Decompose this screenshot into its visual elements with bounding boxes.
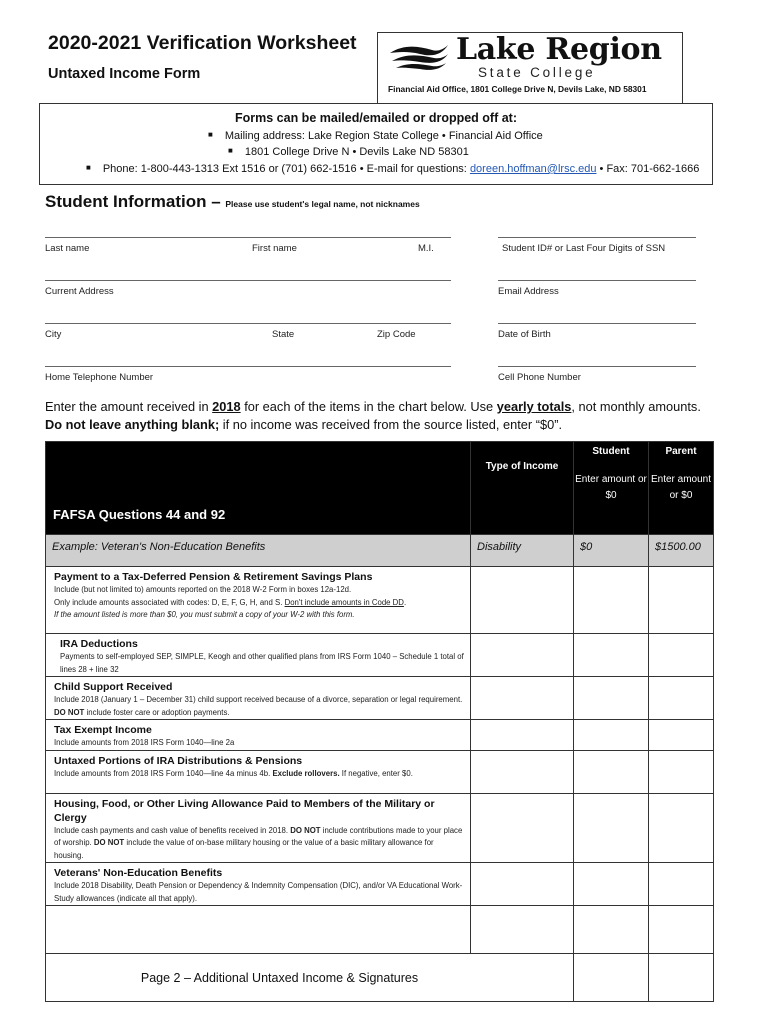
- instructions: [45, 398, 701, 434]
- type-input-cell[interactable]: [471, 720, 574, 751]
- type-input-cell[interactable]: [471, 793, 574, 863]
- address-field-line[interactable]: [45, 280, 451, 281]
- city-label: City: [45, 329, 62, 340]
- student-amount-input[interactable]: [574, 954, 649, 1002]
- example-row: [46, 535, 714, 567]
- type-of-income-header: Type of Income: [471, 442, 574, 535]
- page-title: 2020-2021 Verification Worksheet: [48, 32, 357, 54]
- table-row: [46, 567, 714, 634]
- ira-deductions-description: IRA Deductions Payments to self-employed SEP, SIMPLE, Keogh and other qualified plans from IRS Form 1040 – Schedule 1 total of lines 28 + line 32: [46, 634, 471, 677]
- email-link[interactable]: doreen.hoffman@lrsc.edu: [469, 163, 597, 175]
- email-label: Email Address: [498, 286, 559, 297]
- mailing-street-line: ■ 1801 College Drive N • Devils Lake ND 58301: [228, 146, 469, 158]
- office-address: Financial Aid Office, 1801 College Drive N, Devils Lake, ND 58301: [388, 84, 647, 94]
- mailing-phone-line: ■ Phone: 1-800-443-1313 Ext 1516 or (701) 662-1516 • E-mail for questions: doreen.hoffman@lrsc.edu • Fax: 701-662-1666: [86, 163, 700, 175]
- parent-amount-input[interactable]: [649, 863, 714, 906]
- table-row: [46, 634, 714, 677]
- student-amount-input[interactable]: [574, 677, 649, 720]
- student-amount-input[interactable]: [574, 750, 649, 793]
- ira-distributions-description: Untaxed Portions of IRA Distributions & Pensions Include amounts from 2018 IRS Form 1040—line 4a minus 4b. Exclude rollovers. If negative, enter $0.: [46, 750, 471, 793]
- military-clergy-description: Housing, Food, or Other Living Allowance Paid to Members of the Military or Clergy Include cash payments and cash value of benefits received in 2018. DO NOT include contributions made to your place of worship. DO NOT include the value of on-base military housing or the value of a basic military allowance for housing.: [46, 793, 471, 863]
- home-phone-field-line[interactable]: [45, 366, 451, 367]
- table-row: [46, 720, 714, 751]
- student-amount-input[interactable]: [574, 793, 649, 863]
- veterans-benefits-description: Veterans' Non-Education Benefits Include 2018 Disability, Death Pension or Dependency & Indemnity Compensation (DIC), and/or VA Educational Work-Study allowances (indicate all that apply).: [46, 863, 471, 906]
- email-field-line[interactable]: [498, 280, 696, 281]
- table-header-row: [46, 442, 714, 535]
- type-input-cell[interactable]: [471, 567, 574, 634]
- student-column-header: Student Enter amount or $0: [574, 442, 649, 535]
- mailing-heading: Forms can be mailed/emailed or dropped off at:: [235, 111, 517, 125]
- table-row: [46, 677, 714, 720]
- table-row: [46, 863, 714, 906]
- mailing-info-box: [39, 103, 713, 185]
- parent-amount-input[interactable]: [649, 567, 714, 634]
- type-input-cell[interactable]: [471, 863, 574, 906]
- instructions-line-1: Enter the amount received in 2018 for each of the items in the chart below. Use yearly totals, not monthly amounts.: [45, 399, 701, 414]
- table-row: [46, 954, 714, 1002]
- last-name-label: Last name: [45, 243, 90, 254]
- type-input-cell[interactable]: [471, 906, 574, 954]
- zip-label: Zip Code: [377, 329, 416, 340]
- student-amount-input[interactable]: [574, 863, 649, 906]
- example-label: Example: Veteran's Non-Education Benefits: [46, 535, 471, 567]
- mailing-address-line: ■ Mailing address: Lake Region State College • Financial Aid Office: [208, 130, 543, 142]
- parent-amount-input[interactable]: [649, 750, 714, 793]
- parent-amount-input[interactable]: [649, 720, 714, 751]
- table-row: [46, 793, 714, 863]
- address-label: Current Address: [45, 286, 114, 297]
- college-logo-subtitle: State College: [478, 65, 596, 80]
- student-info-note: Please use student's legal name, not nicknames: [225, 199, 420, 209]
- lake-swoosh-icon: [388, 40, 450, 72]
- example-parent: $1500.00: [649, 535, 714, 567]
- pension-description: Payment to a Tax-Deferred Pension & Retirement Savings Plans Include (but not limited to) amounts reported on the 2018 W-2 Form in boxes 12a-12d. Only include amounts associated with codes: D, E, F, G, H, and S. Don't include amounts in Code DD. If the amount listed is more than $0, you must submit a copy of your W-2 with this form.: [46, 567, 471, 634]
- student-id-field-line[interactable]: [498, 237, 696, 238]
- type-input-cell[interactable]: [471, 634, 574, 677]
- student-amount-input[interactable]: [574, 567, 649, 634]
- child-support-description: Child Support Received Include 2018 (January 1 – December 31) child support received because of a divorce, separation or legal requirement. DO NOT include foster care or adoption payments.: [46, 677, 471, 720]
- student-info-heading: Student Information – Please use student's legal name, not nicknames: [45, 192, 420, 211]
- student-amount-input[interactable]: [574, 906, 649, 954]
- page-subtitle: Untaxed Income Form: [48, 66, 201, 82]
- parent-amount-input[interactable]: [649, 793, 714, 863]
- student-amount-input[interactable]: [574, 720, 649, 751]
- table-row: [46, 906, 714, 954]
- dob-field-line[interactable]: [498, 323, 696, 324]
- cell-phone-field-line[interactable]: [498, 366, 696, 367]
- student-amount-input[interactable]: [574, 634, 649, 677]
- college-logo-box: [377, 32, 683, 104]
- example-type: Disability: [471, 535, 574, 567]
- home-phone-label: Home Telephone Number: [45, 372, 154, 383]
- bullet-icon: ■: [228, 146, 233, 155]
- dob-label: Date of Birth: [498, 329, 551, 340]
- parent-amount-input[interactable]: [649, 906, 714, 954]
- untaxed-income-table: [45, 441, 714, 1002]
- bullet-icon: ■: [86, 163, 91, 172]
- blank-description-cell[interactable]: [46, 906, 471, 954]
- first-name-label: First name: [252, 243, 297, 254]
- cell-phone-label: Cell Phone Number: [498, 372, 581, 383]
- bullet-icon: ■: [208, 130, 213, 139]
- parent-amount-input[interactable]: [649, 634, 714, 677]
- page2-note: Page 2 – Additional Untaxed Income & Signatures: [46, 954, 574, 1002]
- state-label: State: [272, 329, 295, 340]
- student-id-label: Student ID# or Last Four Digits of SSN: [502, 243, 666, 254]
- instructions-line-2: Do not leave anything blank; if no income was received from the source listed, enter “$0”.: [45, 417, 563, 432]
- fafsa-questions-header: FAFSA Questions 44 and 92: [46, 442, 471, 535]
- example-student: $0: [574, 535, 649, 567]
- type-input-cell[interactable]: [471, 677, 574, 720]
- college-logo-name: Lake Region: [456, 32, 662, 67]
- tax-exempt-description: Tax Exempt Income Include amounts from 2018 IRS Form 1040—line 2a: [46, 720, 471, 751]
- city-state-zip-field-line[interactable]: [45, 323, 451, 324]
- parent-amount-input[interactable]: [649, 677, 714, 720]
- name-field-line[interactable]: [45, 237, 451, 238]
- parent-column-header: Parent Enter amount or $0: [649, 442, 714, 535]
- type-input-cell[interactable]: [471, 750, 574, 793]
- table-row: [46, 750, 714, 793]
- mi-label: M.I.: [418, 243, 434, 254]
- parent-amount-input[interactable]: [649, 954, 714, 1002]
